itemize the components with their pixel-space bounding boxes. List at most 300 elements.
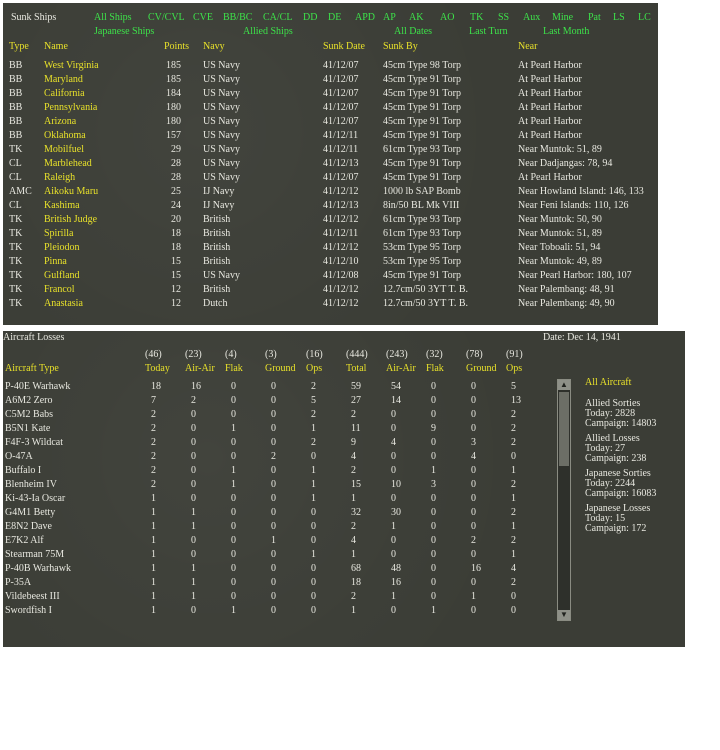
- aircraft-stat: 0: [271, 409, 276, 420]
- header-name[interactable]: Name: [44, 41, 68, 52]
- ship-points: 24: [171, 200, 181, 211]
- filter-ls[interactable]: LS: [613, 12, 625, 23]
- ship-type: CL: [9, 158, 22, 169]
- ship-type: TK: [9, 228, 23, 239]
- ship-points: 15: [171, 256, 181, 267]
- aircraft-stat: 1: [391, 521, 396, 532]
- aircraft-stat: 1: [151, 521, 156, 532]
- column-total: (444): [346, 349, 368, 360]
- sunk-location: Near Muntok: 49, 89: [518, 256, 602, 267]
- ship-name[interactable]: Spirilla: [44, 228, 74, 239]
- column-total: (4): [225, 349, 237, 360]
- sunk-by: 61cm Type 93 Torp: [383, 214, 461, 225]
- sunk-by: 8in/50 BL Mk VIII: [383, 200, 460, 211]
- aircraft-stat: 0: [391, 535, 396, 546]
- sunk-location: At Pearl Harbor: [518, 102, 582, 113]
- aircraft-stat: 1: [311, 493, 316, 504]
- ship-points: 184: [166, 88, 181, 99]
- aircraft-stat: 1: [231, 423, 236, 434]
- aircraft-type[interactable]: Buffalo I: [5, 465, 42, 476]
- aircraft-stat: 0: [431, 437, 436, 448]
- header-total[interactable]: Total: [346, 363, 367, 374]
- aircraft-stat: 0: [231, 535, 236, 546]
- ship-type: TK: [9, 298, 23, 309]
- aircraft-stat: 0: [231, 521, 236, 532]
- filter-apd[interactable]: APD: [355, 12, 376, 23]
- filter-ap[interactable]: AP: [383, 12, 396, 23]
- ship-points: 185: [166, 60, 181, 71]
- sunk-location: Near Feni Islands: 110, 126: [518, 200, 629, 211]
- filter-aux[interactable]: Aux: [523, 12, 541, 23]
- allied-sorties-campaign: Campaign: 14803: [585, 418, 657, 429]
- aircraft-stat: 0: [311, 591, 316, 602]
- ship-type: BB: [9, 102, 23, 113]
- ship-name[interactable]: Francol: [44, 284, 75, 295]
- aircraft-stat: 9: [351, 437, 356, 448]
- aircraft-type[interactable]: G4M1 Betty: [5, 507, 56, 518]
- aircraft-stat: 1: [271, 535, 276, 546]
- column-total: (46): [145, 349, 162, 360]
- header-type[interactable]: Type: [9, 41, 29, 52]
- ship-type: TK: [9, 256, 23, 267]
- aircraft-stat: 2: [471, 535, 476, 546]
- header-ops[interactable]: Ops: [506, 363, 523, 374]
- column-total: (23): [185, 349, 202, 360]
- aircraft-stat: 2: [511, 507, 516, 518]
- sunk-date: 41/12/11: [323, 130, 359, 141]
- ship-name[interactable]: British Judge: [44, 214, 98, 225]
- ship-navy: US Navy: [203, 102, 240, 113]
- aircraft-stat: 16: [471, 563, 481, 574]
- ship-navy: IJ Navy: [203, 186, 235, 197]
- ship-type: CL: [9, 172, 22, 183]
- sunk-date: 41/12/12: [323, 242, 359, 253]
- ship-navy: British: [203, 256, 231, 267]
- aircraft-type[interactable]: E7K2 Alf: [5, 535, 44, 546]
- aircraft-stat: 0: [431, 493, 436, 504]
- sunk-by: 45cm Type 91 Torp: [383, 116, 461, 127]
- aircraft-stat: 18: [151, 381, 161, 392]
- sunk-location: Near Palembang: 48, 91: [518, 284, 615, 295]
- filter-japanese-ships[interactable]: Japanese Ships: [94, 26, 155, 37]
- column-total: (78): [466, 349, 483, 360]
- sunk-date: 41/12/12: [323, 298, 359, 309]
- aircraft-stat: 1: [351, 549, 356, 560]
- allied-sorties-label: Allied Sorties: [585, 398, 641, 409]
- aircraft-stat: 0: [271, 395, 276, 406]
- aircraft-stat: 0: [271, 507, 276, 518]
- aircraft-stat: 4: [351, 451, 356, 462]
- sunk-location: Near Muntok: 51, 89: [518, 144, 602, 155]
- aircraft-stat: 0: [311, 577, 316, 588]
- header-points[interactable]: Points: [164, 41, 190, 52]
- header-ground[interactable]: Ground: [466, 363, 497, 374]
- header-sunk-by[interactable]: Sunk By: [383, 41, 418, 52]
- ship-name[interactable]: Maryland: [44, 74, 83, 85]
- aircraft-stat: 1: [351, 605, 356, 616]
- aircraft-stat: 54: [391, 381, 401, 392]
- aircraft-stat: 0: [471, 521, 476, 532]
- aircraft-stat: 0: [231, 395, 236, 406]
- ship-name[interactable]: Pennsylvania: [44, 102, 98, 113]
- aircraft-stat: 0: [311, 535, 316, 546]
- aircraft-type[interactable]: F4F-3 Wildcat: [5, 437, 64, 448]
- aircraft-type[interactable]: Swordfish I: [5, 605, 52, 616]
- aircraft-stat: 2: [151, 437, 156, 448]
- ship-navy: US Navy: [203, 144, 240, 155]
- aircraft-stat: 5: [311, 395, 316, 406]
- aircraft-stat: 0: [231, 451, 236, 462]
- ship-name[interactable]: West Virginia: [44, 60, 99, 71]
- aircraft-stat: 1: [231, 479, 236, 490]
- ship-name[interactable]: Marblehead: [44, 158, 92, 169]
- filter-ca-cl[interactable]: CA/CL: [263, 12, 293, 23]
- aircraft-stat: 16: [391, 577, 401, 588]
- aircraft-stat: 0: [511, 591, 516, 602]
- aircraft-type[interactable]: E8N2 Dave: [5, 521, 52, 532]
- aircraft-stat: 1: [191, 577, 196, 588]
- aircraft-stat: 0: [311, 563, 316, 574]
- header-ops[interactable]: Ops: [306, 363, 323, 374]
- aircraft-stat: 1: [151, 563, 156, 574]
- sunk-by: 45cm Type 91 Torp: [383, 270, 461, 281]
- aircraft-list-scrollbar[interactable]: [557, 379, 571, 621]
- aircraft-stat: 0: [391, 549, 396, 560]
- column-total: (16): [306, 349, 323, 360]
- aircraft-stat: 1: [471, 591, 476, 602]
- aircraft-stat: 0: [471, 381, 476, 392]
- sunk-by: 12.7cm/50 3YT T. B.: [383, 298, 468, 309]
- aircraft-stat: 0: [191, 605, 196, 616]
- sunk-date: 41/12/07: [323, 88, 359, 99]
- sunk-date: 41/12/10: [323, 256, 359, 267]
- aircraft-stat: 0: [191, 451, 196, 462]
- ship-name[interactable]: Pleiodon: [44, 242, 80, 253]
- ship-name[interactable]: Anastasia: [44, 298, 83, 309]
- aircraft-stat: 0: [271, 605, 276, 616]
- header-aircraft-type[interactable]: Aircraft Type: [5, 363, 59, 374]
- aircraft-stat: 0: [471, 395, 476, 406]
- sunk-location: Near Pearl Harbor: 180, 107: [518, 270, 632, 281]
- aircraft-stat: 0: [191, 465, 196, 476]
- ship-points: 15: [171, 270, 181, 281]
- aircraft-stat: 0: [471, 493, 476, 504]
- header-navy[interactable]: Navy: [203, 41, 225, 52]
- scroll-up-icon[interactable]: ▲: [558, 380, 570, 390]
- ship-type: BB: [9, 116, 23, 127]
- filter-lc[interactable]: LC: [638, 12, 651, 23]
- aircraft-stat: 2: [351, 591, 356, 602]
- aircraft-type[interactable]: C5M2 Babs: [5, 409, 54, 420]
- aircraft-stat: 0: [511, 605, 516, 616]
- aircraft-stat: 0: [431, 409, 436, 420]
- aircraft-stat: 14: [391, 395, 401, 406]
- ship-type: TK: [9, 242, 23, 253]
- column-total: (91): [506, 349, 523, 360]
- ship-name[interactable]: Raleigh: [44, 172, 76, 183]
- aircraft-stat: 2: [311, 437, 316, 448]
- filter-last-month[interactable]: Last Month: [543, 26, 590, 37]
- filter-cv-cvl[interactable]: CV/CVL: [148, 12, 185, 23]
- aircraft-stat: 2: [351, 521, 356, 532]
- aircraft-stat: 0: [431, 591, 436, 602]
- aircraft-stat: 2: [311, 381, 316, 392]
- sunk-date: 41/12/13: [323, 158, 359, 169]
- ship-points: 12: [171, 284, 181, 295]
- scroll-thumb[interactable]: [559, 392, 569, 466]
- ship-type: CL: [9, 200, 22, 211]
- header-near[interactable]: Near: [518, 41, 538, 52]
- aircraft-stat: 2: [151, 465, 156, 476]
- ship-type: BB: [9, 130, 23, 141]
- filter-tk[interactable]: TK: [470, 12, 484, 23]
- ship-name[interactable]: Gulfland: [44, 270, 80, 281]
- aircraft-stat: 0: [311, 451, 316, 462]
- ship-navy: British: [203, 284, 231, 295]
- filter-all-dates[interactable]: All Dates: [394, 26, 433, 37]
- aircraft-stat: 2: [311, 409, 316, 420]
- aircraft-stat: 1: [311, 465, 316, 476]
- aircraft-stat: 0: [191, 409, 196, 420]
- aircraft-stat: 2: [151, 409, 156, 420]
- filter-cve[interactable]: CVE: [193, 12, 213, 23]
- aircraft-stat: 7: [151, 395, 156, 406]
- sunk-by: 45cm Type 91 Torp: [383, 74, 461, 85]
- allied-losses-today: Today: 27: [585, 443, 626, 454]
- sunk-by: 1000 lb SAP Bomb: [383, 186, 461, 197]
- filter-ss[interactable]: SS: [498, 12, 510, 23]
- aircraft-stat: 1: [151, 605, 156, 616]
- aircraft-stat: 0: [271, 577, 276, 588]
- allied-sorties-today: Today: 2828: [585, 408, 636, 419]
- filter-de[interactable]: DE: [328, 12, 342, 23]
- sunk-location: At Pearl Harbor: [518, 130, 582, 141]
- aircraft-type[interactable]: Blenheim IV: [5, 479, 57, 490]
- aircraft-type[interactable]: P-40E Warhawk: [5, 381, 71, 392]
- aircraft-stat: 0: [431, 451, 436, 462]
- sunk-location: At Pearl Harbor: [518, 88, 582, 99]
- aircraft-stat: 0: [191, 423, 196, 434]
- sunk-date: 41/12/07: [323, 60, 359, 71]
- ship-points: 185: [166, 74, 181, 85]
- aircraft-stat: 2: [151, 479, 156, 490]
- aircraft-stat: 27: [351, 395, 361, 406]
- aircraft-stat: 15: [351, 479, 361, 490]
- aircraft-stat: 2: [511, 577, 516, 588]
- header-air-air[interactable]: Air-Air: [386, 363, 416, 374]
- sunk-by: 45cm Type 91 Torp: [383, 158, 461, 169]
- aircraft-stat: 2: [351, 409, 356, 420]
- aircraft-stat: 0: [431, 381, 436, 392]
- ship-type: AMC: [9, 186, 32, 197]
- filter-allied-ships[interactable]: Allied Ships: [243, 26, 293, 37]
- ship-navy: US Navy: [203, 270, 240, 281]
- sunk-location: Near Howland Island: 146, 133: [518, 186, 644, 197]
- aircraft-stat: 0: [231, 577, 236, 588]
- aircraft-stat: 0: [471, 577, 476, 588]
- ship-navy: US Navy: [203, 116, 240, 127]
- aircraft-stat: 0: [231, 549, 236, 560]
- ship-type: BB: [9, 88, 23, 99]
- aircraft-stat: 0: [191, 549, 196, 560]
- sunk-date: 41/12/07: [323, 74, 359, 85]
- aircraft-stat: 1: [311, 549, 316, 560]
- aircraft-stat: 1: [391, 591, 396, 602]
- aircraft-stat: 2: [511, 423, 516, 434]
- filter-pat[interactable]: Pat: [588, 12, 601, 23]
- filter-bb-bc[interactable]: BB/BC: [223, 12, 253, 23]
- aircraft-stat: 2: [511, 437, 516, 448]
- sunk-location: Near Toboali: 51, 94: [518, 242, 601, 253]
- sunk-date: 41/12/07: [323, 172, 359, 183]
- sunk-by: 61cm Type 93 Torp: [383, 144, 461, 155]
- aircraft-stat: 32: [351, 507, 361, 518]
- aircraft-stat: 13: [511, 395, 521, 406]
- sunk-date: 41/12/11: [323, 228, 359, 239]
- aircraft-stat: 68: [351, 563, 361, 574]
- sunk-date: 41/12/13: [323, 200, 359, 211]
- allied-losses-campaign: Campaign: 238: [585, 453, 647, 464]
- header-ground[interactable]: Ground: [265, 363, 296, 374]
- sunk-by: 45cm Type 91 Torp: [383, 172, 461, 183]
- aircraft-type[interactable]: Ki-43-Ia Oscar: [5, 493, 66, 504]
- japanese-sorties-campaign: Campaign: 16083: [585, 488, 657, 499]
- aircraft-stat: 0: [471, 409, 476, 420]
- aircraft-stat: 0: [231, 563, 236, 574]
- sunk-location: At Pearl Harbor: [518, 116, 582, 127]
- sunk-date: 41/12/07: [323, 102, 359, 113]
- header-flak[interactable]: Flak: [426, 363, 444, 374]
- aircraft-stat: 1: [151, 535, 156, 546]
- aircraft-stat: 1: [311, 479, 316, 490]
- filter-mine[interactable]: Mine: [552, 12, 574, 23]
- sunk-by: 45cm Type 98 Torp: [383, 60, 461, 71]
- aircraft-stat: 0: [311, 507, 316, 518]
- aircraft-stat: 0: [231, 493, 236, 504]
- aircraft-stat: 5: [511, 381, 516, 392]
- aircraft-type[interactable]: B5N1 Kate: [5, 423, 51, 434]
- japanese-losses-campaign: Campaign: 172: [585, 523, 647, 534]
- aircraft-stat: 0: [471, 549, 476, 560]
- aircraft-stat: 0: [391, 451, 396, 462]
- ship-name[interactable]: Arizona: [44, 116, 77, 127]
- ship-name[interactable]: Mobilfuel: [44, 144, 84, 155]
- filter-last-turn[interactable]: Last Turn: [469, 26, 508, 37]
- aircraft-stat: 0: [431, 507, 436, 518]
- aircraft-stat: 1: [151, 577, 156, 588]
- ship-points: 29: [171, 144, 181, 155]
- sunk-date: 41/12/12: [323, 186, 359, 197]
- filter-ao[interactable]: AO: [440, 12, 455, 23]
- japanese-sorties-label: Japanese Sorties: [585, 468, 651, 479]
- aircraft-stat: 0: [191, 535, 196, 546]
- header-sunk-date[interactable]: Sunk Date: [323, 41, 365, 52]
- aircraft-stat: 2: [511, 409, 516, 420]
- aircraft-type[interactable]: A6M2 Zero: [5, 395, 53, 406]
- aircraft-stat: 0: [271, 465, 276, 476]
- aircraft-stat: 1: [511, 493, 516, 504]
- current-date: Date: Dec 14, 1941: [543, 332, 621, 343]
- scroll-down-icon[interactable]: ▼: [558, 610, 570, 620]
- column-total: (243): [386, 349, 408, 360]
- aircraft-stat: 0: [431, 577, 436, 588]
- aircraft-stat: 0: [471, 605, 476, 616]
- aircraft-stat: 3: [431, 479, 436, 490]
- aircraft-type[interactable]: Vildebeest III: [5, 591, 60, 602]
- sunk-location: At Pearl Harbor: [518, 172, 582, 183]
- aircraft-stat: 0: [271, 493, 276, 504]
- filter-all-ships[interactable]: All Ships: [94, 12, 132, 23]
- sunk-ships-panel: [3, 3, 658, 325]
- filter-dd[interactable]: DD: [303, 12, 318, 23]
- ship-navy: US Navy: [203, 172, 240, 183]
- aircraft-stat: 0: [431, 549, 436, 560]
- aircraft-stat: 0: [431, 395, 436, 406]
- aircraft-losses-panel: [3, 331, 685, 647]
- aircraft-stat: 1: [151, 507, 156, 518]
- aircraft-stat: 0: [471, 465, 476, 476]
- filter-ak[interactable]: AK: [409, 12, 424, 23]
- sunk-location: Near Muntok: 50, 90: [518, 214, 602, 225]
- aircraft-stat: 0: [231, 507, 236, 518]
- ship-name[interactable]: Pinna: [44, 256, 67, 267]
- aircraft-stat: 59: [351, 381, 361, 392]
- aircraft-stat: 1: [191, 521, 196, 532]
- aircraft-type[interactable]: O-47A: [5, 451, 33, 462]
- sunk-date: 41/12/12: [323, 214, 359, 225]
- aircraft-type[interactable]: Stearman 75M: [5, 549, 65, 560]
- sunk-by: 45cm Type 91 Torp: [383, 130, 461, 141]
- aircraft-stat: 2: [511, 479, 516, 490]
- ship-type: TK: [9, 214, 23, 225]
- aircraft-type[interactable]: P-35A: [5, 577, 32, 588]
- ship-name[interactable]: Kashima: [44, 200, 80, 211]
- header-today[interactable]: Today: [145, 363, 170, 374]
- sunk-by: 53cm Type 95 Torp: [383, 256, 461, 267]
- sunk-by: 45cm Type 91 Torp: [383, 102, 461, 113]
- header-flak[interactable]: Flak: [225, 363, 243, 374]
- ship-name[interactable]: Aikoku Maru: [44, 186, 99, 197]
- aircraft-type[interactable]: P-40B Warhawk: [5, 563, 71, 574]
- ship-navy: US Navy: [203, 158, 240, 169]
- sunk-location: Near Palembang: 49, 90: [518, 298, 615, 309]
- aircraft-stat: 0: [231, 409, 236, 420]
- aircraft-stat: 4: [391, 437, 396, 448]
- sunk-date: 41/12/11: [323, 144, 359, 155]
- sunk-by: 53cm Type 95 Torp: [383, 242, 461, 253]
- aircraft-stat: 0: [431, 563, 436, 574]
- aircraft-stat: 0: [231, 591, 236, 602]
- aircraft-stat: 1: [191, 563, 196, 574]
- aircraft-stat: 0: [391, 605, 396, 616]
- all-aircraft-filter[interactable]: All Aircraft: [585, 377, 632, 388]
- aircraft-stat: 0: [311, 521, 316, 532]
- aircraft-stat: 1: [431, 465, 436, 476]
- aircraft-stat: 3: [471, 437, 476, 448]
- aircraft-stat: 0: [231, 381, 236, 392]
- header-air-air[interactable]: Air-Air: [185, 363, 215, 374]
- aircraft-stat: 1: [311, 423, 316, 434]
- ship-name[interactable]: California: [44, 88, 85, 99]
- aircraft-stat: 4: [511, 563, 516, 574]
- ship-name[interactable]: Oklahoma: [44, 130, 86, 141]
- aircraft-stat: 1: [151, 591, 156, 602]
- aircraft-stat: 9: [431, 423, 436, 434]
- ship-navy: US Navy: [203, 130, 240, 141]
- ship-points: 20: [171, 214, 181, 225]
- ship-points: 18: [171, 242, 181, 253]
- ship-type: TK: [9, 284, 23, 295]
